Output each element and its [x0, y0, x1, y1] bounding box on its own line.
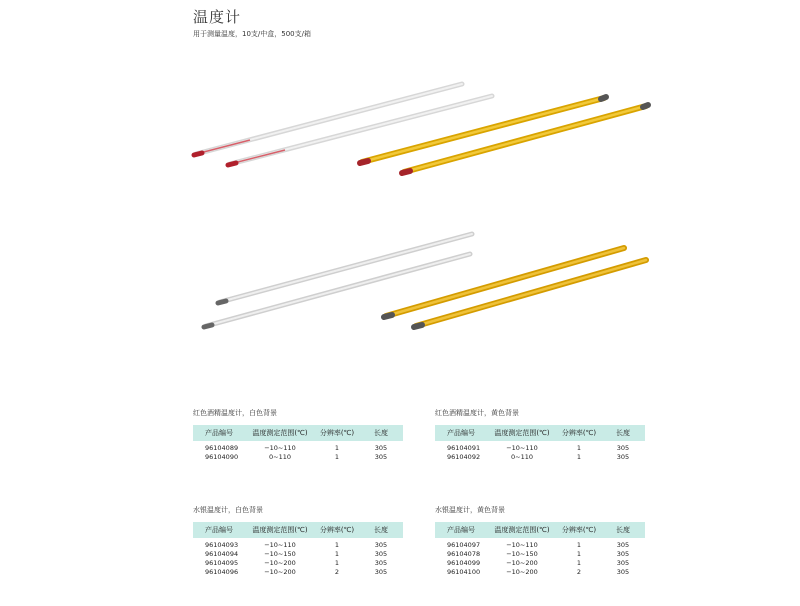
spec-section-mercury-yellow [435, 504, 645, 577]
thermometer-image-mercury-yellow [380, 240, 660, 340]
cell-length: 305 [616, 559, 630, 567]
cell-resolution: 1 [334, 541, 340, 549]
cell-temperature-range: −10~110 [264, 541, 296, 549]
header-temperature-range: 温度测定范围(℃) [252, 429, 308, 437]
cell-product-code: 96104091 [447, 444, 481, 452]
cell-length: 305 [374, 568, 388, 576]
spec-table [193, 522, 403, 577]
cell-temperature-range: −10~200 [506, 559, 538, 567]
cell-resolution: 2 [334, 568, 340, 576]
thermometer-image-red-yellow [356, 92, 656, 182]
header-length: 长度 [616, 429, 630, 437]
table-row [193, 538, 403, 550]
table-row [435, 550, 645, 559]
section-title: 红色酒精温度计，白色背景 [193, 409, 277, 417]
cell-length: 305 [374, 453, 388, 461]
header-product-code: 产品编号 [205, 429, 233, 437]
header-resolution: 分辨率(℃) [319, 526, 355, 534]
header-length: 长度 [616, 526, 630, 534]
table-row [435, 453, 645, 462]
cell-temperature-range: 0~110 [511, 453, 533, 461]
cell-product-code: 96104097 [447, 541, 481, 549]
page-title: 温度计 [193, 8, 242, 26]
cell-length: 305 [374, 541, 388, 549]
cell-length: 305 [374, 444, 388, 452]
thermometer-pair-red-yellow [356, 92, 656, 182]
cell-product-code: 96104100 [447, 568, 481, 576]
table-row [435, 538, 645, 550]
table-row [435, 568, 645, 577]
header-length: 长度 [374, 526, 388, 534]
header-product-code: 产品编号 [447, 526, 475, 534]
cell-length: 305 [616, 541, 630, 549]
table-row [193, 441, 403, 453]
cell-resolution: 1 [334, 550, 340, 558]
cell-resolution: 1 [334, 559, 340, 567]
cell-temperature-range: −10~150 [506, 550, 538, 558]
cell-product-code: 96104099 [447, 559, 481, 567]
header-product-code: 产品编号 [205, 526, 233, 534]
cell-temperature-range: 0~110 [269, 453, 291, 461]
spec-section-red-white [193, 407, 403, 462]
section-title: 水银温度计，白色背景 [193, 506, 263, 514]
table-row [193, 568, 403, 577]
header-resolution: 分辨率(℃) [561, 526, 597, 534]
spec-table [435, 425, 645, 462]
cell-length: 305 [616, 568, 630, 576]
cell-temperature-range: −10~200 [506, 568, 538, 576]
cell-resolution: 2 [576, 568, 582, 576]
table-header-row [193, 522, 403, 538]
cell-product-code: 96104078 [447, 550, 481, 558]
header-resolution: 分辨率(℃) [319, 429, 355, 437]
cell-product-code: 96104090 [205, 453, 239, 461]
cell-product-code: 96104089 [205, 444, 239, 452]
table-row [193, 453, 403, 462]
cell-resolution: 1 [576, 559, 582, 567]
thermometer-pair-mercury-yellow [380, 240, 660, 340]
cell-length: 305 [616, 444, 630, 452]
cell-length: 305 [374, 550, 388, 558]
cell-resolution: 1 [576, 541, 582, 549]
cell-resolution: 1 [576, 444, 582, 452]
spec-section-mercury-white [193, 504, 403, 577]
cell-resolution: 1 [334, 444, 340, 452]
section-title: 红色酒精温度计，黄色背景 [435, 409, 519, 417]
page-subtitle: 用于测量温度，10支/中盒，500支/箱 [193, 30, 311, 38]
thermometer-1 [384, 248, 624, 317]
table-row [435, 441, 645, 453]
cell-product-code: 96104094 [205, 550, 239, 558]
table-row [193, 559, 403, 568]
cell-product-code: 96104096 [205, 568, 239, 576]
cell-temperature-range: −10~110 [506, 541, 538, 549]
cell-length: 305 [616, 550, 630, 558]
cell-resolution: 1 [576, 550, 582, 558]
cell-product-code: 96104095 [205, 559, 239, 567]
header-temperature-range: 温度测定范围(℃) [252, 526, 308, 534]
spec-section-red-yellow [435, 407, 645, 462]
header-product-code: 产品编号 [447, 429, 475, 437]
header-temperature-range: 温度测定范围(℃) [494, 526, 550, 534]
section-title: 水银温度计，黄色背景 [435, 506, 505, 514]
header-resolution: 分辨率(℃) [561, 429, 597, 437]
cell-product-code: 96104092 [447, 453, 481, 461]
cell-temperature-range: −10~110 [264, 444, 296, 452]
header-length: 长度 [374, 429, 388, 437]
cell-temperature-range: −10~110 [506, 444, 538, 452]
spec-table [193, 425, 403, 462]
cell-length: 305 [374, 559, 388, 567]
cell-temperature-range: −10~200 [264, 559, 296, 567]
table-header-row [193, 425, 403, 441]
cell-temperature-range: −10~200 [264, 568, 296, 576]
table-header-row [435, 522, 645, 538]
table-row [435, 559, 645, 568]
table-header-row [435, 425, 645, 441]
cell-product-code: 96104093 [205, 541, 239, 549]
cell-temperature-range: −10~150 [264, 550, 296, 558]
spec-table [435, 522, 645, 577]
thermometer-2 [414, 260, 646, 327]
cell-resolution: 1 [576, 453, 582, 461]
header-temperature-range: 温度测定范围(℃) [494, 429, 550, 437]
cell-resolution: 1 [334, 453, 340, 461]
table-row [193, 550, 403, 559]
cell-length: 305 [616, 453, 630, 461]
